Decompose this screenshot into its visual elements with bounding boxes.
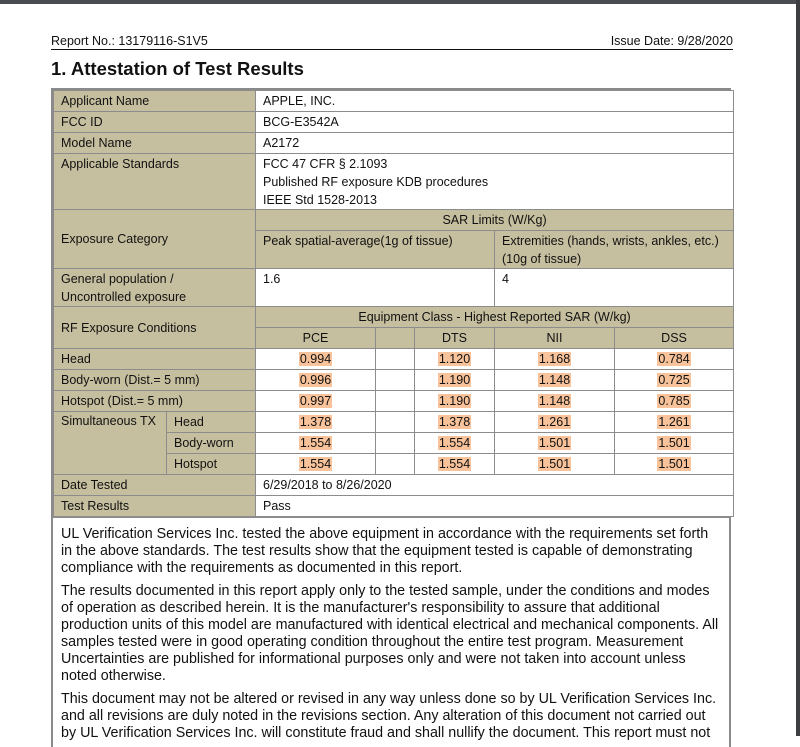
paragraph-scope: The results documented in this report apply only to the tested sample, under the conditions and modes of operation as described herein. It is the manufacturer's responsibility to assure that additional production units of this model are manufactured with identical electrical and mechanical components. All samples tested were in good operating condition throughout the entire test program. Measurement Uncertainties are published for informational purposes only and were not taken into account unless noted otherwise. xyxy=(61,583,719,684)
general-population-line2: Uncontrolled exposure xyxy=(61,290,187,304)
row-general-population xyxy=(54,269,734,307)
row-equipment-class-header xyxy=(54,307,734,328)
general-population-line1: General population / xyxy=(61,272,174,286)
sar-value: 1.261 xyxy=(538,415,571,429)
issue-date: Issue Date: 9/28/2020 xyxy=(610,34,733,48)
sar-value: 0.725 xyxy=(658,373,690,387)
sar-value: 1.378 xyxy=(438,415,471,429)
col-peak-spatial-average: Peak spatial-average(1g of tissue) xyxy=(256,231,495,269)
sar-value: 1.554 xyxy=(438,436,471,450)
sar-value: 0.996 xyxy=(299,373,332,387)
table-row xyxy=(54,391,734,412)
col-blank xyxy=(376,328,415,349)
label-model-name: Model Name xyxy=(54,133,256,154)
table-row xyxy=(54,349,734,370)
sar-value: 1.501 xyxy=(658,457,690,471)
viewer-right-edge xyxy=(796,0,800,736)
value-limit-1g: 1.6 xyxy=(256,269,495,307)
sar-value: 1.554 xyxy=(438,457,471,471)
col-nii: NII xyxy=(495,328,615,349)
row-sublabel: Head xyxy=(167,412,256,433)
label-test-results: Test Results xyxy=(54,496,256,517)
sar-value: 0.994 xyxy=(299,352,332,366)
extremities-line1: Extremities (hands, wrists, ankles, etc.) xyxy=(502,234,719,248)
attestation-table xyxy=(51,88,731,517)
label-exposure-category: Exposure Category xyxy=(54,210,256,269)
col-pce: PCE xyxy=(256,328,376,349)
sar-value: 1.554 xyxy=(299,436,332,450)
row-label: Head xyxy=(54,349,256,370)
label-rf-exposure-conditions: RF Exposure Conditions xyxy=(54,307,256,349)
table-row xyxy=(54,412,734,433)
row-sar-limits-header xyxy=(54,210,734,231)
sar-value: 0.784 xyxy=(658,352,690,366)
standard-item: IEEE Std 1528-2013 xyxy=(263,193,377,207)
sar-value: 1.501 xyxy=(658,436,690,450)
label-simultaneous-tx: Simultaneous TX xyxy=(54,412,167,475)
value-fcc-id: BCG-E3542A xyxy=(256,112,734,133)
label-applicant-name: Applicant Name xyxy=(54,91,256,112)
row-test-results xyxy=(54,496,734,517)
value-date-tested: 6/29/2018 to 8/26/2020 xyxy=(256,475,734,496)
sar-value: 1.190 xyxy=(438,394,471,408)
label-date-tested: Date Tested xyxy=(54,475,256,496)
paragraph-compliance: UL Verification Services Inc. tested the above equipment in accordance with the requirements set forth in the above standards. The test results show that the equipment tested is capable of demonstrating compliance with the requirements as documented in this report. xyxy=(61,526,709,576)
sar-blank xyxy=(376,412,415,433)
sar-value: 1.148 xyxy=(538,373,571,387)
row-applicable-standards xyxy=(54,154,734,210)
sar-value: 1.378 xyxy=(299,415,332,429)
row-label: Hotspot (Dist.= 5 mm) xyxy=(54,391,256,412)
value-model-name: A2172 xyxy=(256,133,734,154)
sar-value: 1.190 xyxy=(438,373,471,387)
value-applicant-name: APPLE, INC. xyxy=(256,91,734,112)
sar-value: 1.501 xyxy=(538,436,571,450)
row-label: Body-worn (Dist.= 5 mm) xyxy=(54,370,256,391)
attestation-statement xyxy=(51,517,731,747)
sar-value: 1.554 xyxy=(299,457,332,471)
viewer-top-bar xyxy=(0,0,800,4)
section-title: 1. Attestation of Test Results xyxy=(51,58,304,79)
paragraph-alteration: This document may not be altered or revised in any way unless done so by UL Verification Services Inc. and all revisions are duly noted in the revisions section. Any alteration of this document not carried out by UL Verification Services Inc. will constitute fraud and shall nullify the document. This report must not xyxy=(61,691,717,741)
row-fcc-id xyxy=(54,112,734,133)
equipment-class-header: Equipment Class - Highest Reported SAR (W/kg) xyxy=(256,307,734,328)
standard-item: FCC 47 CFR § 2.1093 xyxy=(263,157,388,171)
page-header xyxy=(51,33,733,50)
col-dts: DTS xyxy=(415,328,495,349)
row-applicant-name xyxy=(54,91,734,112)
row-sublabel: Body-worn xyxy=(167,433,256,454)
value-test-results: Pass xyxy=(256,496,734,517)
row-date-tested xyxy=(54,475,734,496)
label-applicable-standards: Applicable Standards xyxy=(54,154,256,210)
sar-value: 0.997 xyxy=(299,394,332,408)
sar-limits-header: SAR Limits (W/Kg) xyxy=(256,210,734,231)
sar-value: 1.120 xyxy=(438,352,471,366)
sar-blank xyxy=(376,349,415,370)
report-number: Report No.: 13179116-S1V5 xyxy=(51,34,208,48)
table-row xyxy=(54,370,734,391)
label-general-population xyxy=(54,269,256,307)
sar-value: 1.261 xyxy=(658,415,690,429)
sar-value: 1.168 xyxy=(538,352,571,366)
col-dss: DSS xyxy=(615,328,734,349)
sar-value: 1.501 xyxy=(538,457,571,471)
label-fcc-id: FCC ID xyxy=(54,112,256,133)
row-sublabel: Hotspot xyxy=(167,454,256,475)
sar-blank xyxy=(376,391,415,412)
value-applicable-standards xyxy=(256,154,734,210)
standard-item: Published RF exposure KDB procedures xyxy=(263,175,489,189)
sar-blank xyxy=(376,433,415,454)
sar-value: 1.148 xyxy=(538,394,571,408)
row-model-name xyxy=(54,133,734,154)
extremities-line2: (10g of tissue) xyxy=(502,252,582,266)
sar-blank xyxy=(376,370,415,391)
value-limit-10g: 4 xyxy=(495,269,734,307)
sar-value: 0.785 xyxy=(658,394,690,408)
col-extremities xyxy=(495,231,734,269)
sar-blank xyxy=(376,454,415,475)
